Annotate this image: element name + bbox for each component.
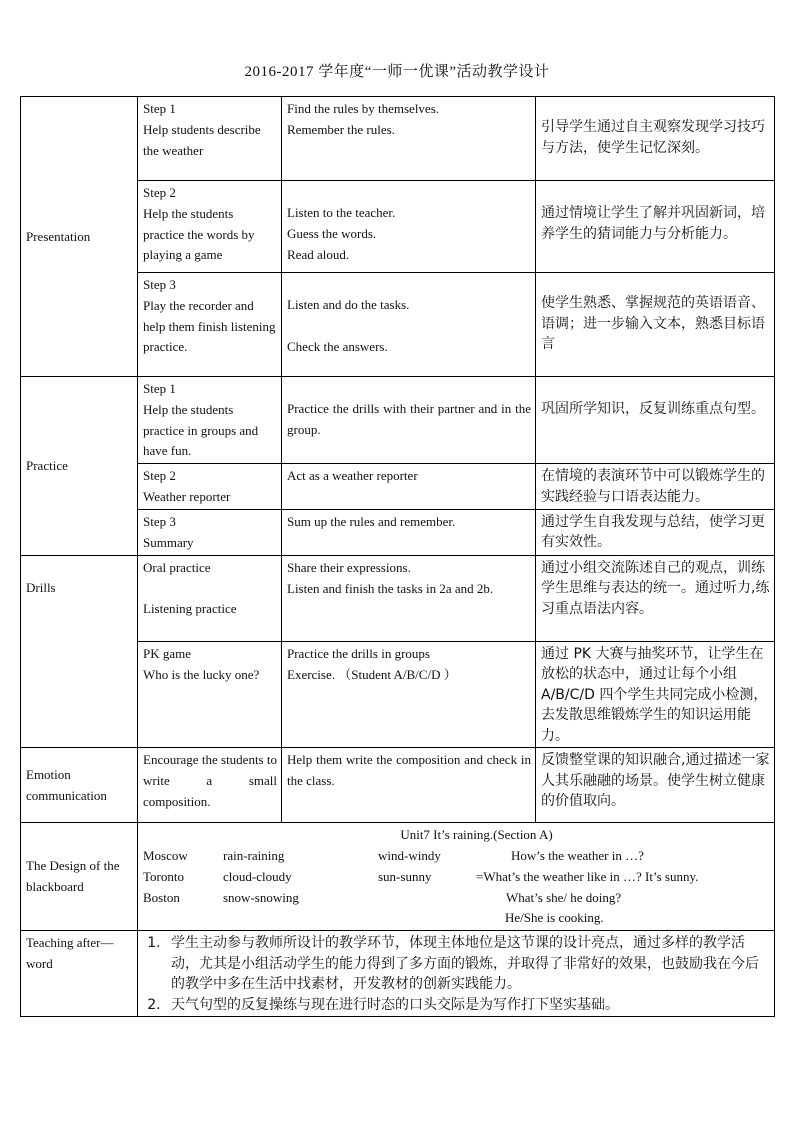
step-cell: Encourage the students to write a small composition. (138, 748, 282, 823)
activity-cell (282, 641, 536, 748)
step-cell (138, 509, 282, 555)
table-row (21, 377, 775, 464)
word-text: rain-raining (223, 848, 285, 864)
activity-cell (282, 273, 536, 377)
activity-cell (282, 181, 536, 273)
step-title: Oral practice (143, 559, 211, 575)
city-text: Toronto (143, 868, 184, 884)
table-row (21, 97, 775, 181)
purpose-cell: 反馈整堂课的知识融合,通过描述一家人其乐融融的场景。使学生树立健康的价值取向。 (536, 748, 775, 823)
purpose-cell: 通过情境让学生了解并巩固新词，培养学生的猜词能力与分析能力。 (536, 181, 775, 273)
sentence-text: What’s she/ he doing? (506, 889, 622, 905)
step-title: Step 1 (143, 101, 176, 116)
step-title: Step 3 (143, 513, 176, 529)
table-row (21, 931, 775, 1017)
table-row (21, 823, 775, 931)
step-title: Step 3 (143, 277, 176, 292)
activity-line: Share their expressions. (287, 559, 411, 575)
activity-line: Listen and do the tasks. (287, 297, 410, 312)
activity-cell (282, 97, 536, 181)
word-text: snow-snowing (223, 889, 299, 905)
activity-cell: Help them write the composition and check in the class. (282, 748, 536, 823)
blackboard-design (138, 823, 775, 931)
sentence-text: How’s the weather in …? (511, 848, 644, 864)
step-cell (138, 97, 282, 181)
city-text: Boston (143, 889, 180, 905)
activity-line: Remember the rules. (287, 121, 395, 137)
step-description: Help the students practice in groups and have fun. (143, 401, 259, 459)
step-cell (138, 464, 282, 510)
activity-line: Find the rules by themselves. (287, 101, 440, 116)
step-title: Step 2 (143, 185, 176, 200)
activity-cell: Practice the drills with their partner and in the group. (282, 377, 536, 464)
section-label-drills: Drills (21, 555, 138, 748)
section-label-after-word (21, 931, 138, 1017)
step-title: Step 1 (143, 381, 176, 396)
activity-line: Exercise. （Student A/B/C/D ） (287, 666, 457, 682)
step-title: PK game (143, 645, 192, 661)
purpose-cell: 通过小组交流陈述自己的观点，训练学生思维与表达的统一。通过听力,练习重点语法内容。 (536, 555, 775, 641)
step-cell (138, 377, 282, 464)
blackboard-heading: Unit7 It’s raining.(Section A) (400, 827, 553, 843)
step-title: Step 2 (143, 468, 176, 484)
table-row (21, 555, 775, 641)
activity-line: Guess the words. (287, 225, 377, 241)
blackboard-line (143, 867, 770, 888)
activity-cell (282, 555, 536, 641)
activity-line: Check the answers. (287, 338, 388, 354)
activity-line: Listen and finish the tasks in 2a and 2b. (287, 580, 494, 596)
document-title: 2016-2017 学年度“一师一优课”活动教学设计 (244, 64, 550, 80)
step-description: Help students describe the weather (143, 121, 261, 158)
step-description: Listening practice (143, 601, 237, 617)
after-word-label: Teaching after—word (26, 935, 114, 972)
lesson-design-table (20, 96, 775, 1017)
blackboard-line: He/She is cooking. (505, 910, 604, 926)
step-cell (138, 641, 282, 748)
after-word-list (143, 933, 770, 1015)
step-description: Summary (143, 534, 194, 550)
section-label-practice: Practice (21, 377, 138, 556)
activity-cell: Sum up the rules and remember. (282, 509, 536, 555)
step-cell (138, 555, 282, 641)
purpose-cell: 使学生熟悉、掌握规范的英语语音、语调；进一步输入文本，熟悉目标语言 (536, 273, 775, 377)
step-cell (138, 181, 282, 273)
list-item: 1. 学生主动参与教师所设计的教学环节，体现主体地位是这节课的设计亮点，通过多样的教学活动，尤其是小组活动学生的能力得到了多方面的锻炼，并取得了非常好的效果，也鼓励我在今后的教学中多在生活中找素材，开发教材的创新实践能力。 (165, 933, 770, 995)
sentence-text: =What’s the weather like in …? It’s sunny. (476, 868, 699, 884)
section-label-presentation: Presentation (21, 97, 138, 377)
blackboard-line (143, 888, 770, 909)
section-label-blackboard: The Design of the blackboard (21, 823, 138, 931)
step-description: Help the students practice the words by playing a game (143, 205, 255, 263)
purpose-cell: 巩固所学知识，反复训练重点句型。 (536, 377, 775, 464)
list-item: 2. 天气句型的反复操练与现在进行时态的口头交际是为写作打下坚实基础。 (165, 995, 770, 1016)
activity-cell: Act as a weather reporter (282, 464, 536, 510)
word-text: cloud-cloudy (223, 868, 292, 884)
word-text: sun-sunny (378, 868, 432, 884)
word-text: wind-windy (378, 848, 441, 864)
purpose-cell: 通过学生自我发现与总结，使学习更有实效性。 (536, 509, 775, 555)
purpose-cell: 在情境的表演环节中可以锻炼学生的实践经验与口语表达能力。 (536, 464, 775, 510)
step-description: Play the recorder and help them finish listening practice. (143, 297, 276, 355)
after-word-content (138, 931, 775, 1017)
table-row (21, 748, 775, 823)
purpose-cell: 引导学生通过自主观察发现学习技巧与方法，使学生记忆深刻。 (536, 97, 775, 181)
section-label-emotion: Emotion communication (21, 748, 138, 823)
purpose-cell: 通过 PK 大赛与抽奖环节，让学生在放松的状态中，通过让每个小组 A/B/C/D 四个学生共同完成小检测，去发散思维锻炼学生的知识运用能力。 (536, 641, 775, 748)
activity-line: Listen to the teacher. (287, 205, 396, 220)
step-description: Weather reporter (143, 488, 231, 504)
activity-line: Read aloud. (287, 246, 350, 262)
step-description: Who is the lucky one? (143, 666, 260, 682)
activity-line: Practice the drills in groups (287, 645, 430, 661)
step-cell (138, 273, 282, 377)
city-text: Moscow (143, 848, 188, 864)
blackboard-line (143, 846, 770, 867)
